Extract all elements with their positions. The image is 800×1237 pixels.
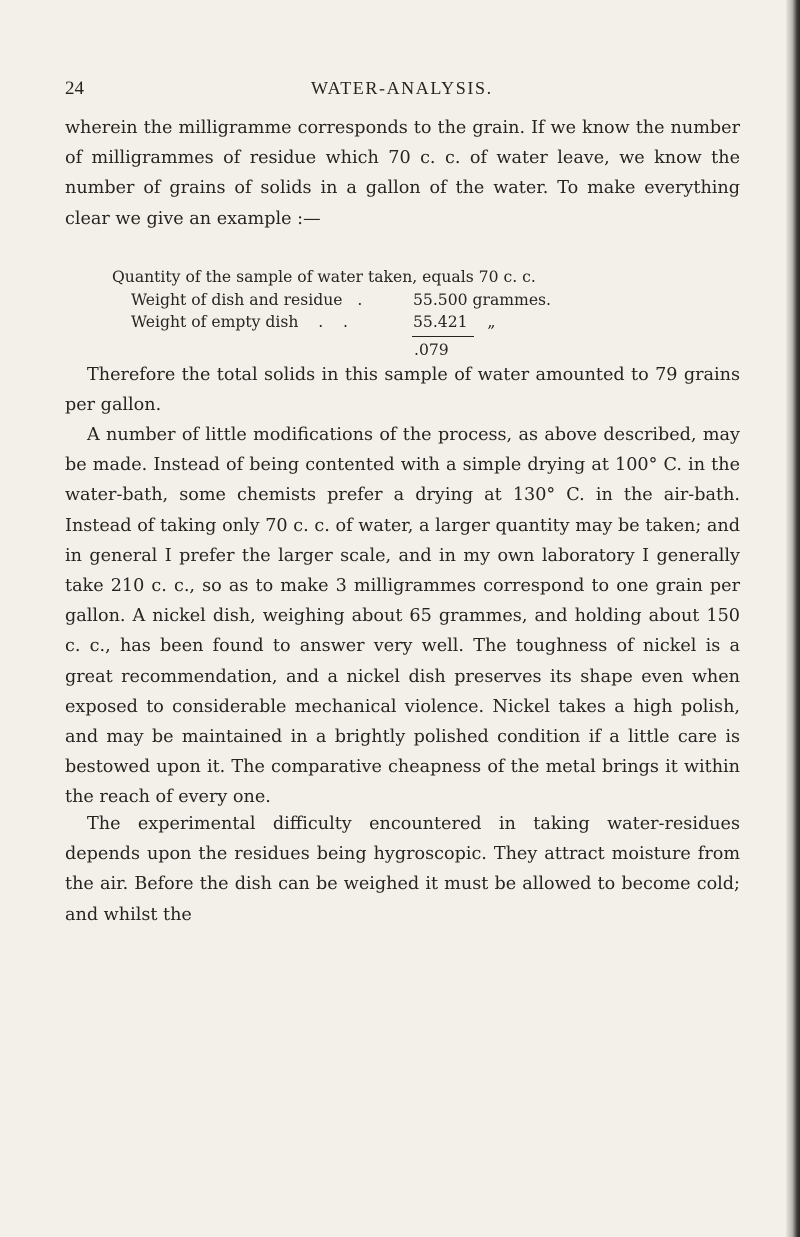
example-result: .079 — [414, 341, 449, 359]
example-row-label: Weight of dish and residue . — [131, 291, 363, 309]
example-row-value: 55.421 „ — [413, 313, 496, 331]
example-row-value: 55.500 grammes. — [413, 291, 552, 309]
page-header — [0, 78, 800, 104]
running-title: WATER-ANALYSIS. — [311, 78, 493, 98]
example-row-label: Weight of empty dish . . — [131, 313, 348, 331]
paragraph-intro: wherein the milligramme corresponds to the grain. If we know the number of milligrammes of residue which 70 c. c. of water leave, we know the number of grains of solids in a gallon of the water. To make everything clear we give an example :— — [65, 118, 740, 229]
page-number: 24 — [65, 78, 84, 99]
example-quantity-line: Quantity of the sample of water taken, equals 70 c. c. — [112, 268, 536, 286]
page-edge-shadow — [786, 0, 800, 1237]
paragraph-text: A number of little modifications of the process, as above described, may be made. Instead of being contented with a simple drying at 100° C. in the water-bath, some chemists prefer a drying at 130° C. in the air-bath. Instead of taking only 70 c. c. of water, a larger quantity may be taken; and in general I prefer the larger scale, and in my own laboratory I generally take 210 c. c., so as to make 3 milligrammes correspond to one grain per gallon. A nickel dish, weighing about 65 grammes, and holding about 150 c. c., has been found to answer very well. The toughness of nickel is a great recommendation, and a nickel dish preserves its shape even when exposed to considerable mechanical violence. Nickel takes a high polish, and may be maintained in a brightly polished condition if a little care is bestowed upon it. The comparative cheapness of the metal brings it within the reach of every one. — [65, 425, 740, 808]
subtraction-rule — [412, 336, 474, 337]
paragraph-difficulty — [65, 809, 740, 930]
paragraph-text: The experimental difficulty encountered in taking water-residues depends upon the residues being hygroscopic. They attract moisture from the air. Before the dish can be weighed it must be allowed to become cold; and whilst the — [65, 814, 740, 925]
paragraph-modifications — [65, 420, 740, 813]
paragraph-text: Therefore the total solids in this sample of water amounted to 79 grains per gallon. — [65, 365, 740, 416]
paragraph-total-solids — [65, 360, 740, 420]
